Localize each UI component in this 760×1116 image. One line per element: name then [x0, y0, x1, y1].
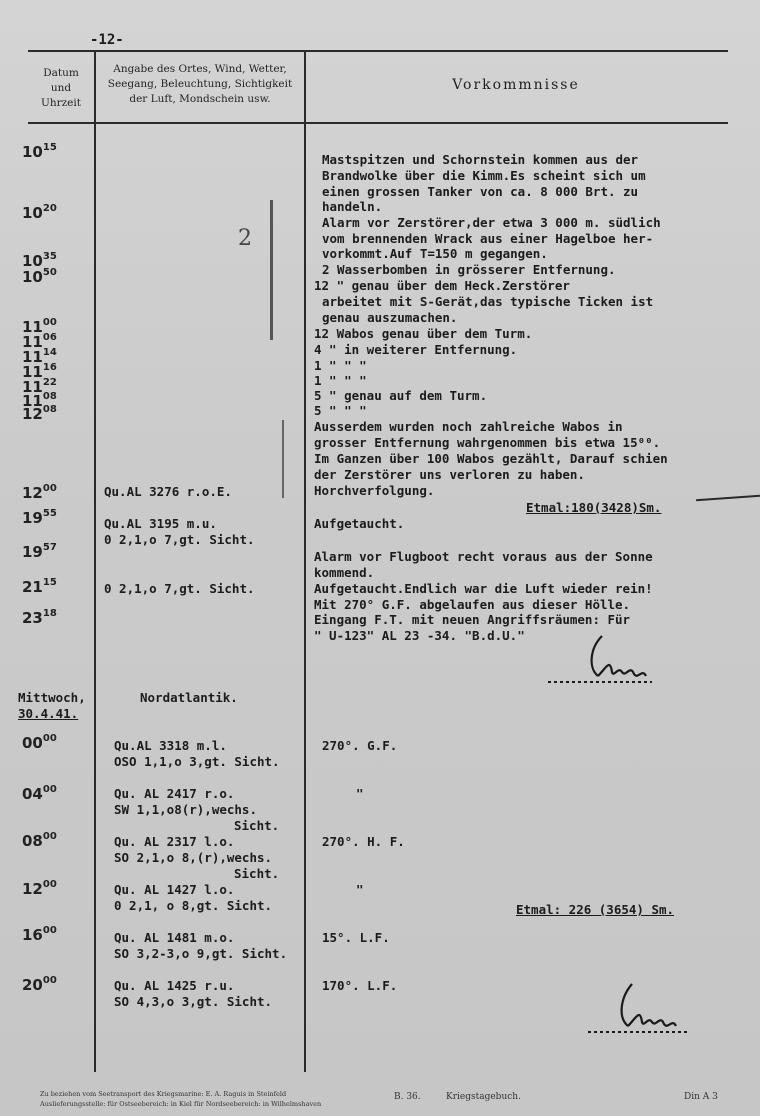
- position-line: SO 4,3,o 3,gt. Sicht.: [114, 994, 273, 1009]
- time-entry: $11^{14}$: [22, 347, 57, 366]
- course-entry: ": [356, 786, 364, 801]
- course-entry: 270°. H. F.: [322, 834, 405, 849]
- time-entry: $11^{16}$: [22, 362, 57, 381]
- event-line: 4 " in weiterer Entfernung.: [314, 342, 518, 357]
- event-line: " U-123" AL 23 -34. "B.d.U.": [314, 628, 525, 643]
- position-line: Sicht.: [234, 866, 280, 881]
- event-line: Alarm vor Flugboot recht voraus aus der Sonne: [314, 549, 653, 564]
- signature: [540, 628, 660, 690]
- position-line: SO 2,1,o 8,(r),wechs.: [114, 850, 273, 865]
- time-entry: $10^{50}$: [22, 267, 57, 286]
- event-line: Brandwolke über die Kimm.Es scheint sich um: [322, 168, 646, 183]
- time-entry: $21^{15}$: [22, 577, 57, 596]
- time-entry: $11^{08}$: [22, 391, 57, 410]
- time-entry: $10^{35}$: [22, 251, 57, 270]
- event-line: Mastspitzen und Schornstein kommen aus der: [322, 152, 639, 167]
- event-line: 12 " genau über dem Heck.Zerstörer: [314, 278, 570, 293]
- position-line: Sicht.: [234, 818, 280, 833]
- event-line: arbeitet mit S-Gerät,das typische Ticken ist: [322, 294, 654, 309]
- event-line: Horchverfolgung.: [314, 483, 435, 498]
- position-line: 0 2,1,o 7,gt. Sicht.: [104, 532, 255, 547]
- header-location: Angabe des Ortes, Wind, Wetter, Seegang, Beleuchtung, Sichtigkeit der Luft, Mondschein usw.: [107, 63, 293, 105]
- event-line: Alarm vor Zerstörer,der etwa 3 000 m. südlich: [322, 215, 661, 230]
- day-date: 30.4.41.: [18, 706, 79, 721]
- column-divider-1: [94, 52, 96, 1072]
- time-entry: $08^{00}$: [22, 831, 57, 850]
- course-entry: ": [356, 882, 364, 897]
- footer-form: B. 36.: [394, 1092, 421, 1102]
- position-line: Qu. AL 2417 r.o.: [114, 786, 235, 801]
- event-line: einen grossen Tanker von ca. 8 000 Brt. zu: [322, 184, 639, 199]
- event-line: vom brennenden Wrack aus einer Hagelboe her-: [322, 231, 654, 246]
- time-entry: $04^{00}$: [22, 784, 57, 803]
- time-entry: $11^{22}$: [22, 377, 57, 396]
- event-line: 5 " genau auf dem Turm.: [314, 388, 488, 403]
- header-rule: [28, 122, 728, 124]
- pencil-mark: [270, 200, 273, 340]
- footer-distribution: Auslieferungsstelle: für Ostseebereich: in Kiel für Nordseebereich: in Wilhelmshaven: [40, 1100, 322, 1108]
- time-entry: $12^{08}$: [22, 404, 57, 423]
- position-line: SW 1,1,o8(r),wechs.: [114, 802, 257, 817]
- header-events: Vorkommnisse: [452, 77, 580, 93]
- signature: [584, 978, 694, 1040]
- course-entry: 270°. G.F.: [322, 738, 398, 753]
- event-line: 12 Wabos genau über dem Turm.: [314, 326, 533, 341]
- region-name: Nordatlantik.: [140, 690, 238, 705]
- event-line: Im Ganzen über 100 Wabos gezählt, Darauf schien: [314, 451, 668, 466]
- time-entry: $10^{20}$: [22, 203, 57, 222]
- etmal-total: Etmal:180(3428)Sm.: [526, 500, 662, 515]
- time-entry: $00^{00}$: [22, 733, 57, 752]
- event-line: der Zerstörer uns verloren zu haben.: [314, 467, 585, 482]
- footer-title: Kriegstagebuch.: [446, 1092, 521, 1102]
- course-entry: 15°. L.F.: [322, 930, 390, 945]
- time-entry: $11^{00}$: [22, 317, 57, 336]
- event-line: Aufgetaucht.Endlich war die Luft wieder rein!: [314, 581, 653, 596]
- position-line: 0 2,1,o 7,gt. Sicht.: [104, 581, 255, 596]
- time-entry: $12^{00}$: [22, 879, 57, 898]
- position-line: Qu. AL 1425 r.u.: [114, 978, 235, 993]
- event-line: genau auszumachen.: [322, 310, 458, 325]
- position-line: Qu. AL 1481 m.o.: [114, 930, 235, 945]
- position-line: SO 3,2-3,o 9,gt. Sicht.: [114, 946, 288, 961]
- event-line: 5 " " ": [314, 403, 367, 418]
- event-line: 1 " " ": [314, 373, 367, 388]
- event-line: kommend.: [314, 565, 375, 580]
- time-entry: $20^{00}$: [22, 975, 57, 994]
- time-entry: $12^{00}$: [22, 483, 57, 502]
- etmal-total: Etmal: 226 (3654) Sm.: [516, 902, 675, 917]
- event-line: Ausserdem wurden noch zahlreiche Wabos in: [314, 419, 623, 434]
- position-line: OSO 1,1,o 3,gt. Sicht.: [114, 754, 280, 769]
- event-line: vorkommt.Auf T=150 m gegangen.: [322, 246, 548, 261]
- time-entry: $10^{15}$: [22, 142, 57, 161]
- event-line: 2 Wasserbomben in grösserer Entfernung.: [322, 262, 616, 277]
- position-line: Qu. AL 1427 l.o.: [114, 882, 235, 897]
- event-line: Eingang F.T. mit neuen Angriffsräumen: Für: [314, 612, 631, 627]
- time-entry: $16^{00}$: [22, 925, 57, 944]
- pencil-mark: [282, 420, 284, 498]
- position-line: Qu. AL 2317 l.o.: [114, 834, 235, 849]
- time-entry: $11^{06}$: [22, 332, 57, 351]
- course-entry: 170°. L.F.: [322, 978, 398, 993]
- header-date: Datum und Uhrzeit: [41, 67, 81, 109]
- position-line: 0 2,1, o 8,gt. Sicht.: [114, 898, 273, 913]
- page-number: -12-: [90, 32, 124, 48]
- footer-publisher: Zu beziehen vom Seetransport des Kriegsmarine: E. A. Raguis in Steinfeld: [40, 1090, 287, 1098]
- event-line: Aufgetaucht.: [314, 516, 405, 531]
- time-entry: $19^{57}$: [22, 542, 57, 561]
- position-line: Qu.AL 3276 r.o.E.: [104, 484, 232, 499]
- margin-note: 2: [238, 226, 252, 251]
- position-line: Qu.AL 3195 m.u.: [104, 516, 217, 531]
- event-line: 1 " " ": [314, 358, 367, 373]
- event-line: handeln.: [322, 199, 383, 214]
- time-entry: $23^{18}$: [22, 608, 57, 627]
- time-entry: $19^{55}$: [22, 508, 57, 527]
- footer-size: Din A 3: [684, 1092, 718, 1102]
- column-divider-2: [304, 52, 306, 1072]
- position-line: Qu.AL 3318 m.l.: [114, 738, 227, 753]
- event-line: Mit 270° G.F. abgelaufen aus dieser Hölle.: [314, 597, 631, 612]
- event-line: grosser Entfernung wahrgenommen bis etwa 15⁰⁰.: [314, 435, 661, 450]
- etmal-stroke: [696, 495, 760, 501]
- top-rule: [28, 50, 728, 52]
- day-name: Mittwoch,: [18, 690, 86, 705]
